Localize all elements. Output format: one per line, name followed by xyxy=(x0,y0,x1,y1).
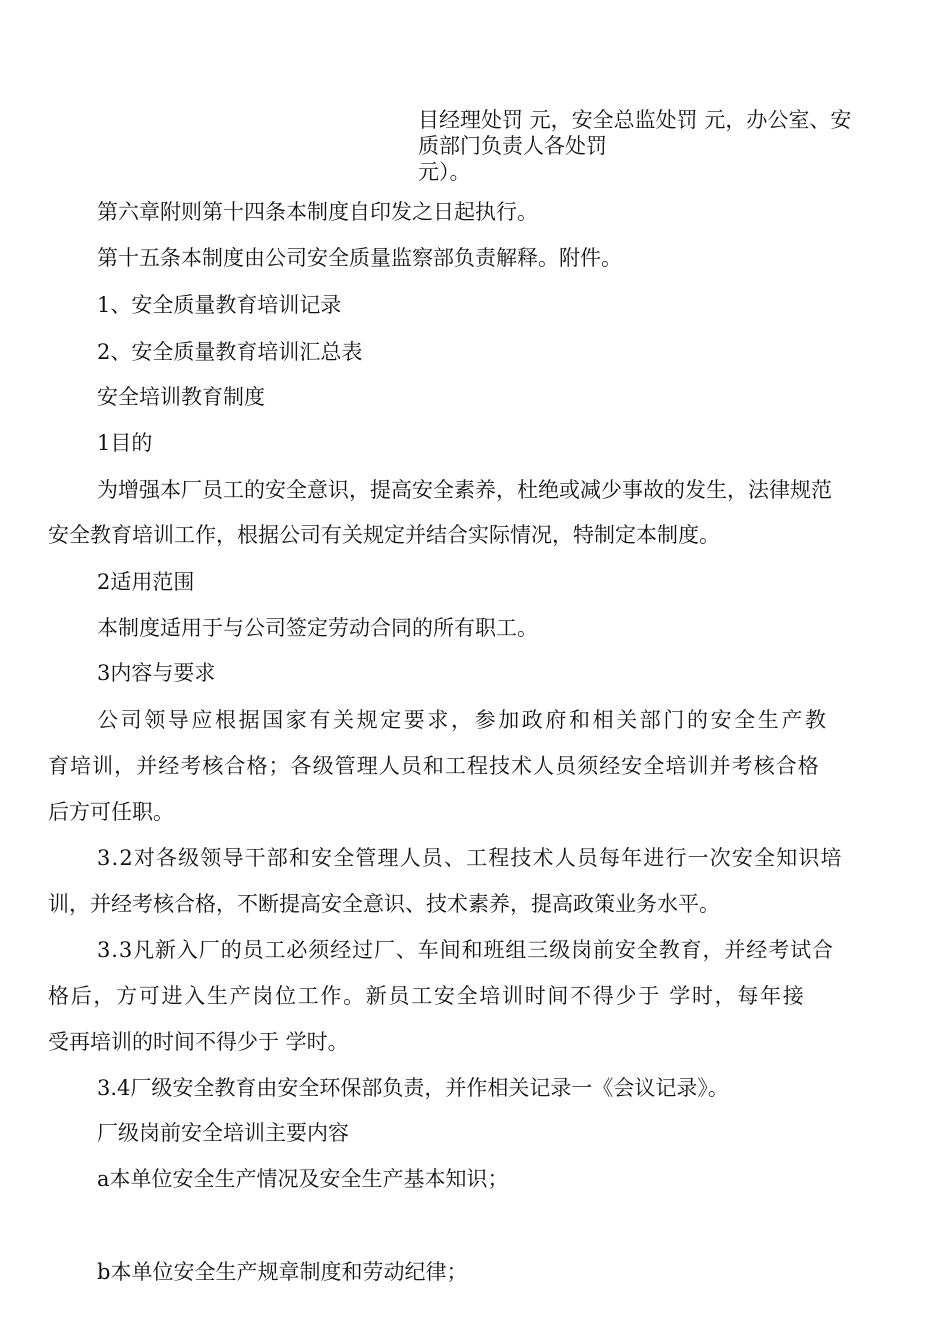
heading-purpose: 1目的 xyxy=(97,431,153,455)
content-text-line-2: 育培训，并经考核合格；各级管理人员和工程技术人员须经安全培训并考核合格 xyxy=(48,754,820,778)
item-3-3-line-3: 受再培训的时间不得少于 学时。 xyxy=(48,1030,349,1054)
continued-line-1: 目经理处罚 元，安全总监处罚 元，办公室、安 xyxy=(418,108,852,132)
item-3-2-line-2: 训，并经考核合格，不断提高安全意识、技术素养，提高政策业务水平。 xyxy=(48,892,720,916)
continued-line-3: 元）。 xyxy=(418,160,471,184)
heading-scope: 2适用范围 xyxy=(97,570,195,594)
heading-content: 3内容与要求 xyxy=(97,661,216,685)
continued-line-2: 质部门负责人各处罚 xyxy=(418,134,607,158)
attachment-2: 2、安全质量教育培训汇总表 xyxy=(97,340,363,364)
purpose-text-line-2: 安全教育培训工作，根据公司有关规定并结合实际情况，特制定本制度。 xyxy=(48,523,720,547)
content-text-line-3: 后方可任职。 xyxy=(48,800,174,824)
attachment-1: 1、安全质量教育培训记录 xyxy=(97,293,342,317)
article-15: 第十五条本制度由公司安全质量监察部负责解释。附件。 xyxy=(97,246,622,270)
purpose-text-line-1: 为增强本厂员工的安全意识，提高安全素养，杜绝或减少事故的发生，法律规范 xyxy=(97,478,832,502)
item-3-3-line-2: 格后，方可进入生产岗位工作。新员工安全培训时间不得少于 学时，每年接 xyxy=(48,984,806,1008)
section-title: 安全培训教育制度 xyxy=(97,385,265,409)
factory-training-heading: 厂级岗前安全培训主要内容 xyxy=(97,1121,349,1145)
item-3-2-line-1: 3.2对各级领导干部和安全管理人员、工程技术人员每年进行一次安全知识培 xyxy=(97,846,843,870)
list-item-a: a本单位安全生产情况及安全生产基本知识； xyxy=(97,1167,509,1191)
scope-text: 本制度适用于与公司签定劳动合同的所有职工。 xyxy=(97,616,538,640)
chapter-six-article-14: 第六章附则第十四条本制度自印发之日起执行。 xyxy=(97,200,538,224)
list-item-b: b本单位安全生产规章制度和劳动纪律； xyxy=(97,1260,468,1284)
item-3-4: 3.4厂级安全教育由安全环保部负责，并作相关记录一《会议记录》。 xyxy=(97,1076,729,1100)
content-text-line-1: 公司领导应根据国家有关规定要求，参加政府和相关部门的安全生产教 xyxy=(97,708,829,732)
item-3-3-line-1: 3.3凡新入厂的员工必须经过厂、车间和班组三级岗前安全教育，并经考试合 xyxy=(97,938,834,962)
